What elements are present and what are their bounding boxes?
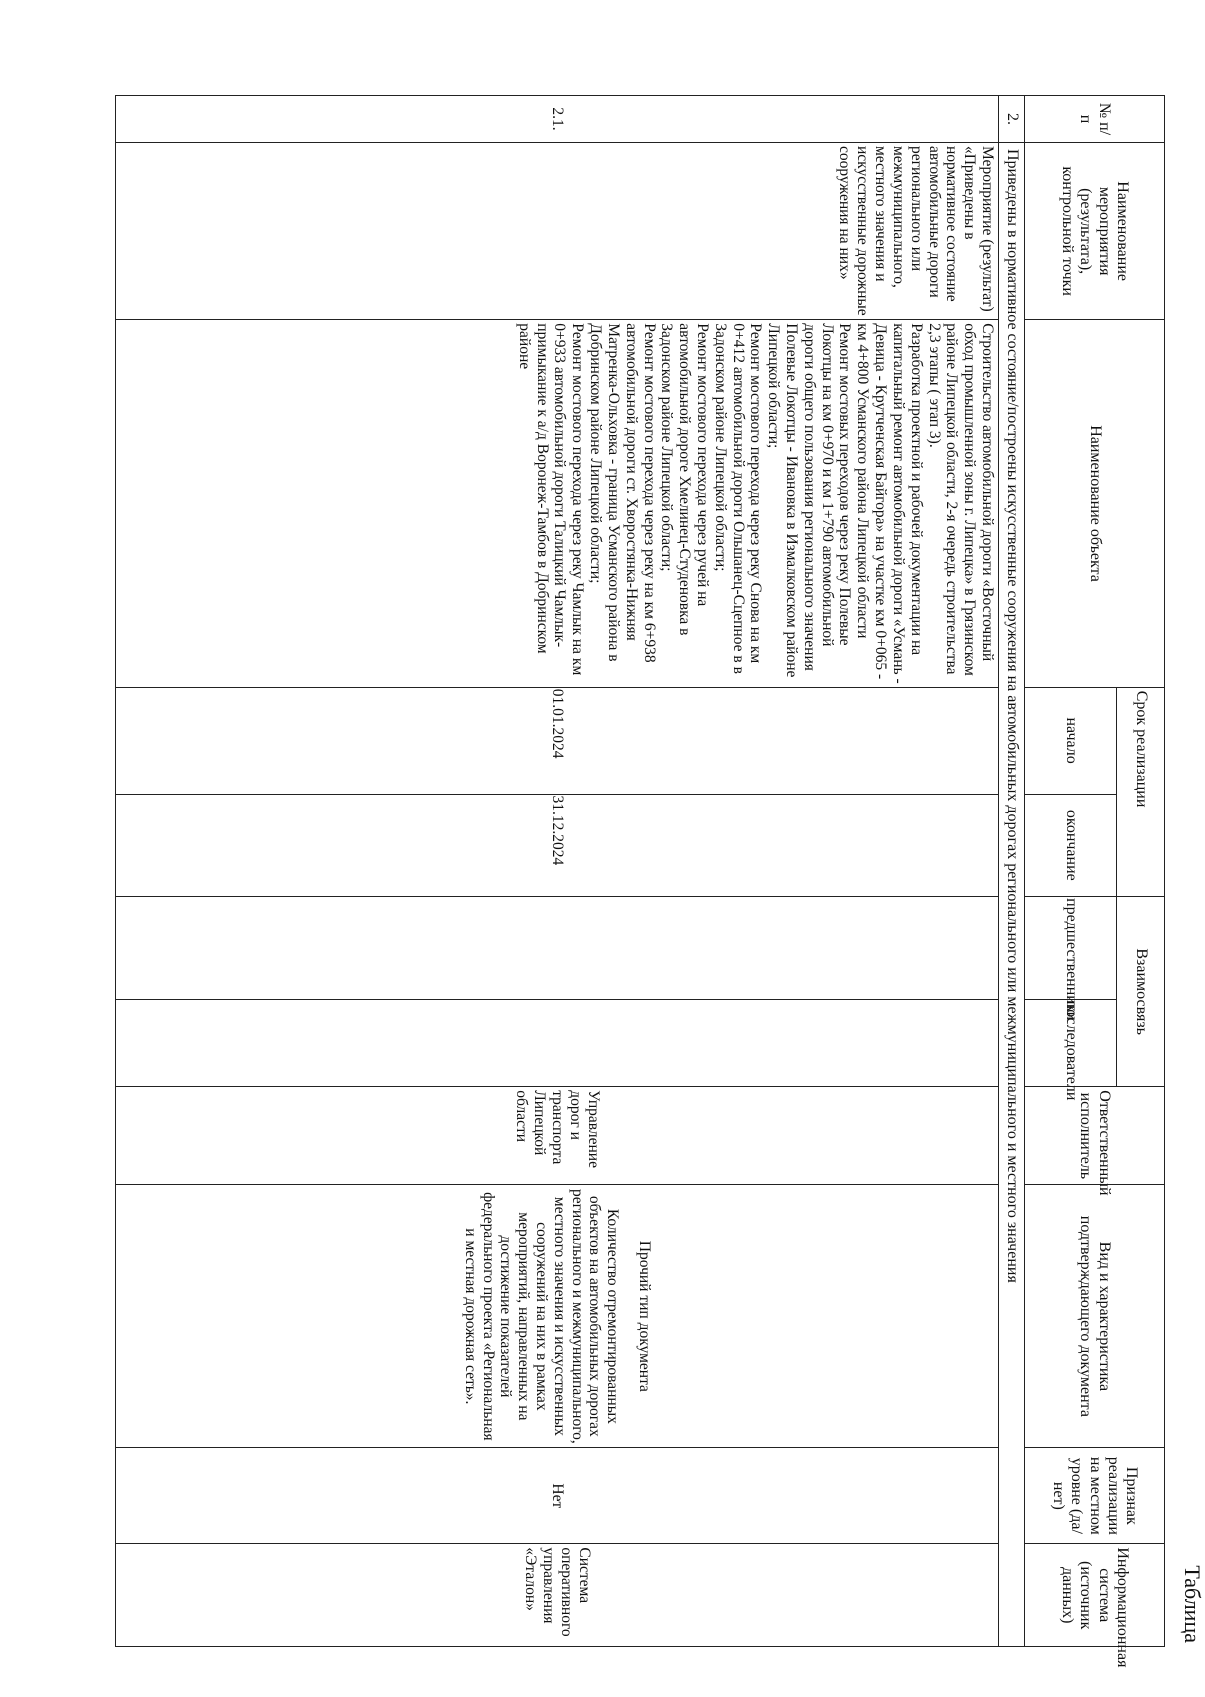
header-period-end: окончание <box>1025 794 1117 897</box>
document-description: Количество отремонтированных объектов на автомобильных дорогах регионального и межмуниципального, местного значения и искусственных сооружений на них в рамках мероприятий, направленных на достижение показателей федерального проекта «Региональная и местная дорожная сеть». <box>461 1188 622 1444</box>
header-executor: Ответственный исполнитель <box>1025 1087 1165 1185</box>
row-info-system: Система оперативного управления «Эталон» <box>116 1544 999 1647</box>
section-num: 2. <box>999 96 1025 143</box>
table-label: Таблица <box>1180 1565 1205 1643</box>
section-row <box>999 96 1025 1647</box>
header-predecessors: предшественники <box>1025 897 1117 1000</box>
header-event: Наименование мероприятия (результата), контрольной точки <box>1025 142 1165 319</box>
table-row <box>116 96 999 1647</box>
object-item: Ремонт мостовых переходов через реку Полевые Локотцы на км 0+970 и км 1+790 автомобильной дороги общего пользования регионального значения Полевые Локотцы - Ивановка в Измалковском районе Липецкой области; <box>765 323 854 678</box>
document-type: Прочий тип документа <box>636 1240 654 1392</box>
header-document: Вид и характеристика подтверждающего документа <box>1025 1185 1165 1448</box>
row-document <box>116 1185 999 1448</box>
object-item: Разработка проектной и рабочей документации на капитальный ремонт автомобильной дороги «Усмань - Девица - Крутченская Байгора» на участке км 0+065 - км 4+800 Усманского района Липецкой области <box>854 323 925 684</box>
header-period-start: начало <box>1025 687 1117 794</box>
row-predecessors <box>116 897 999 1000</box>
header-relation: Взаимосвязь <box>1117 897 1165 1087</box>
row-num: 2.1. <box>116 96 999 143</box>
header-period: Срок реализации <box>1117 687 1165 896</box>
row-end-date: 31.12.2024 <box>116 794 999 897</box>
plan-table <box>115 95 1165 1668</box>
row-start-date: 01.01.2024 <box>116 687 999 794</box>
header-local-flag: Признак реализации на местном уровне (да/нет) <box>1025 1448 1165 1544</box>
rotated-landscape-sheet <box>115 95 1205 1668</box>
object-item: Ремонт мостового перехода через реку Чамлык на км 0+933 автомобильной дороги Талицкий Чамлык-примыкание к а/д Воронеж-Тамбов в Добринском районе <box>515 323 587 676</box>
header-num: № п/п <box>1025 96 1165 143</box>
row-executor: Управление дорог и транспорта Липецкой области <box>116 1087 999 1185</box>
header-object: Наименование объекта <box>1025 320 1165 687</box>
header-info-system: Информационная система (источник данных) <box>1025 1544 1165 1647</box>
section-title: Приведены в нормативное состояние/построены искусственные сооружения на автомобильных дорогах регионального или межмуниципального и местного значения <box>999 142 1025 1646</box>
object-item: Ремонт мостового перехода через ручей на автомобильной дороге Хмелинец-Студеновка в Задонском районе Липецкой области; <box>658 323 711 636</box>
row-successors <box>116 999 999 1087</box>
object-item: Строительство автомобильной дороги «Восточный обход промышленной зоны г. Липецка» в Грязинском районе Липецкой области, 2-я очередь строительства 2,3 этапы ( этап 3). <box>925 323 996 676</box>
row-local-flag: Нет <box>116 1448 999 1544</box>
row-objects <box>116 320 999 687</box>
header-row-1 <box>1117 96 1165 1647</box>
object-item: Ремонт мостового перехода через реку на км 6+938 автомобильной дороги ст. Хворостянка-Нижняя Матренка-Ольховка - граница Усманского района в Добринском районе Липецкой области; <box>587 323 658 663</box>
object-item: Ремонт мостового перехода через реку Снова на км 0+412 автомобильной дороги Ольшанец-Сцепное в в Задонском районе Липецкой области; <box>711 323 765 674</box>
header-successors: последователи <box>1025 999 1117 1087</box>
row-event: Мероприятие (результат) «Приведены в нормативное состояние автомобильные дороги регионального или межмуниципального, местного значения и искусственные дорожные сооружения на них» <box>116 142 999 319</box>
